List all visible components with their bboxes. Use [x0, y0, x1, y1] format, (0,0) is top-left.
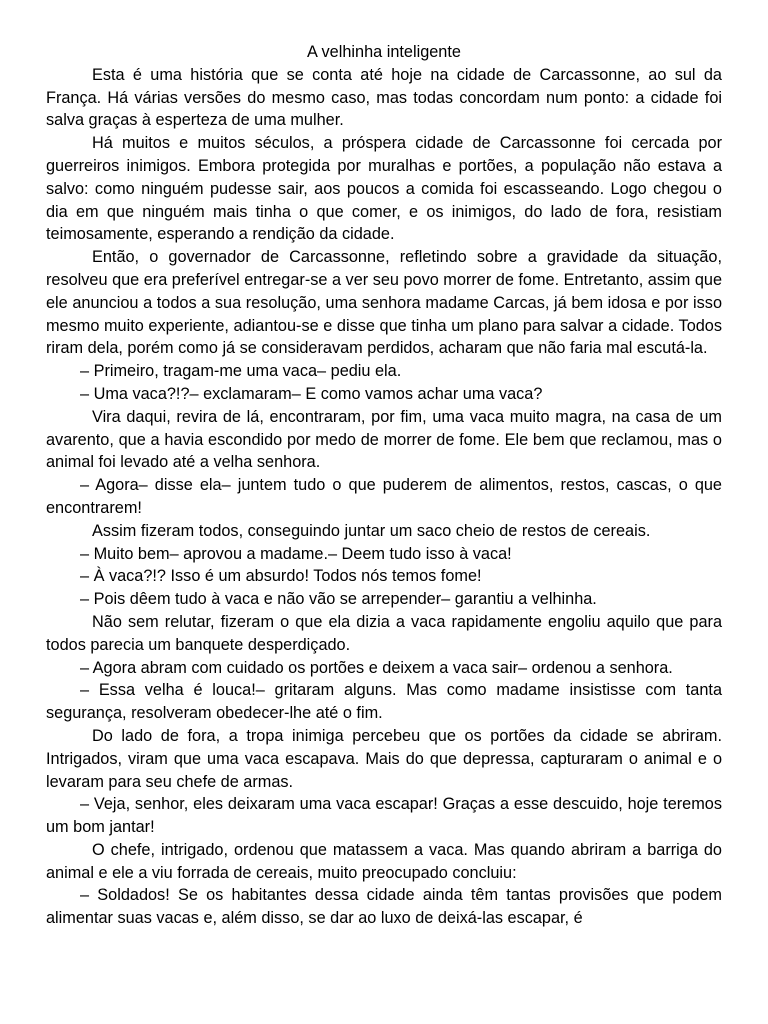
dialogue-line: – Agora abram com cuidado os portões e deixem a vaca sair– ordenou a senhora. — [80, 658, 673, 677]
dialogue-line: – Essa velha é louca!– gritaram alguns. Mas como madame insistisse com tanta segurança, resolveram obedecer-lhe até o fim. — [46, 681, 722, 723]
dialogue-line: – Primeiro, tragam-me uma vaca– pediu ela. — [80, 362, 402, 381]
dialogue-line: – Muito bem– aprovou a madame.– Deem tudo isso à vaca! — [80, 544, 512, 563]
paragraph: Há muitos e muitos séculos, a próspera cidade de Carcassonne foi cercada por guerreiros inimigos. Embora protegida por muralhas e portões, a população não estava a salvo: como ninguém pudesse sair, aos poucos a comida foi escasseando. Logo chegou o dia em que ninguém mais tinha o que comer, e os inimigos, do lado de fora, resistiam teimosamente, esperando a rendição da cidade. — [46, 134, 722, 244]
dialogue-line: – Agora– disse ela– juntem tudo o que puderem de alimentos, restos, cascas, o que encontrarem! — [46, 476, 722, 517]
paragraph: O chefe, intrigado, ordenou que matassem a vaca. Mas quando abriram a barriga do animal e ele a viu forrada de cereais, muito preocupado concluiu: — [46, 840, 722, 882]
document-title: A velhinha inteligente — [307, 43, 461, 61]
dialogue-line: – Pois dêem tudo à vaca e não vão se arrepender– garantiu a velhinha. — [80, 590, 597, 609]
paragraph: Não sem relutar, fizeram o que ela dizia a vaca rapidamente engoliu aquilo que para todos parecia um banquete desperdiçado. — [46, 612, 722, 654]
paragraph: Assim fizeram todos, conseguindo juntar um saco cheio de restos de cereais. — [92, 521, 651, 540]
paragraph: Vira daqui, revira de lá, encontraram, por fim, uma vaca muito magra, na casa de um avarento, que a havia escondido por medo de morrer de fome. Ele bem que reclamou, mas o animal foi levado até a velha senhora. — [46, 407, 722, 472]
dialogue-line: – Soldados! Se os habitantes dessa cidade ainda têm tantas provisões que podem alimentar suas vacas e, além disso, se dar ao luxo de deixá-las escapar, é — [46, 886, 722, 928]
dialogue-line: – À vaca?!? Isso é um absurdo! Todos nós temos fome! — [80, 567, 482, 586]
dialogue-line: – Veja, senhor, eles deixaram uma vaca escapar! Graças a esse descuido, hoje teremos um bom jantar! — [46, 795, 722, 837]
paragraph: Do lado de fora, a tropa inimiga percebeu que os portões da cidade se abriram. Intrigados, viram que uma vaca escapava. Mais do que depressa, capturaram o animal e o levaram para seu chefe de armas. — [46, 726, 722, 791]
dialogue-line: – Uma vaca?!?– exclamaram– E como vamos achar uma vaca? — [80, 384, 543, 403]
document-page — [46, 41, 722, 930]
paragraph: Esta é uma história que se conta até hoje na cidade de Carcassonne, ao sul da França. Há várias versões do mesmo caso, mas todas concordam num ponto: a cidade foi salva graças à esperteza de uma mulher. — [46, 65, 722, 130]
paragraph: Então, o governador de Carcassonne, refletindo sobre a gravidade da situação, resolveu que era preferível entregar-se a ver seu povo morrer de fome. Entretanto, assim que ele anunciou a todos a sua resolução, uma senhora madame Carcas, já bem idosa e por isso mesmo muito experiente, adiantou-se e disse que tinha um plano para salvar a cidade. Todos riram dela, porém como já se consideravam perdidos, acharam que não faria mal escutá-la. — [46, 248, 723, 358]
